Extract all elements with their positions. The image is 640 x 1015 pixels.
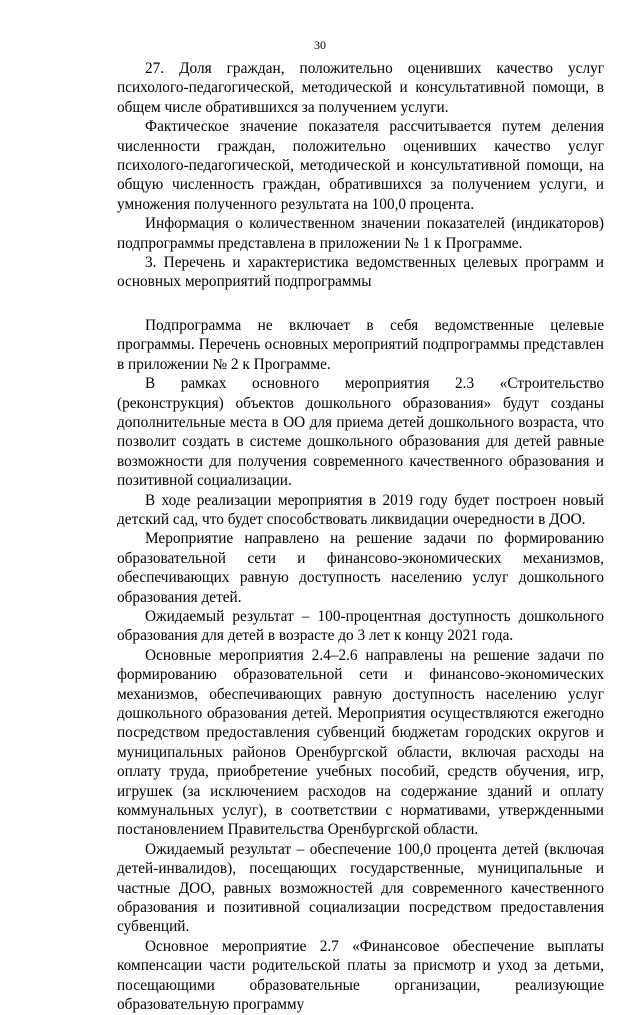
paragraph-no-target-programs: Подпрограмма не включает в себя ведомственные целевые программы. Перечень основных мероприятий подпрограммы представлен в приложении № 2 к Программе.: [117, 316, 604, 373]
paragraph-measure-aim: Мероприятие направлено на решение задачи по формированию образовательной сети и финансово-экономических механизмов, обеспечивающих равную доступность населению услуг дошкольного образования детей.: [117, 530, 604, 606]
section-spacer: [117, 292, 604, 316]
paragraph-expected-result-2: Ожидаемый результат – обеспечение 100,0 процента детей (включая детей-инвалидов), посещающих государственные, муниципальные и частные ДОО, равных возможностей для современного качественного образования и позитивной социализации посредством предоставления субвенций.: [117, 840, 604, 936]
paragraph-measure-2-3: В рамках основного мероприятия 2.3 «Строительство (реконструкция) объектов дошкольного образования» будут созданы дополнительные места в ОО для приема детей дошкольного возраста, что позволит создать в системе дошкольного образования для детей равные возможности для получения современного качественного образования и позитивной социализации.: [117, 375, 604, 490]
page-number: 30: [314, 38, 326, 52]
section-heading-3: 3. Перечень и характеристика ведомственных целевых программ и основных мероприятий подпрограммы: [117, 254, 604, 291]
paragraph-expected-result-1: Ожидаемый результат – 100-процентная доступность дошкольного образования для детей в возрасте до 3 лет к концу 2021 года.: [117, 607, 604, 645]
paragraph-calculation-method: Фактическое значение показателя рассчитывается путем деления численности граждан, положительно оценивших качество услуг психолого-педагогической, методической и консультативной помощи, на общую численность граждан, обратившихся за получением услуги, и умножения полученного результата на 100,0 процента.: [117, 118, 604, 213]
paragraph-indicator-27: 27. Доля граждан, положительно оценивших качество услуг психолого-педагогической, методической и консультативной помощи, в общем числе обратившихся за получением услуги.: [117, 60, 604, 116]
paragraph-measure-2-7: Основное мероприятие 2.7 «Финансовое обеспечение выплаты компенсации части родительской платы за присмотр и уход за детьми, посещающими образовательные организации, реализующие образовательную программу: [117, 937, 604, 1014]
paragraph-new-kindergarten: В ходе реализации мероприятия в 2019 году будет построен новый детский сад, что будет способствовать ликвидации очередности в ДОО.: [117, 491, 604, 528]
paragraph-indicators-info: Информация о количественном значении показателей (индикаторов) подпрограммы представлена в приложении № 1 к Программе.: [117, 215, 604, 252]
document-body: [117, 59, 604, 1015]
paragraph-measures-2-4-2-6: Основные мероприятия 2.4–2.6 направлены на решение задачи по формированию образовательной сети и финансово-экономических механизмов, обеспечивающих равную доступность населению услуг дошкольного образования детей. Мероприятия осуществляются ежегодно посредством предоставления субвенций бюджетам городских округов и муниципальных районов Оренбургской области, включая расходы на оплату труда, приобретение учебных пособий, средств обучения, игр, игрушек (за исключением расходов на содержание зданий и оплату коммунальных услуг), в соответствии с нормативами, утвержденными постановлением Правительства Оренбургской области.: [117, 646, 604, 839]
